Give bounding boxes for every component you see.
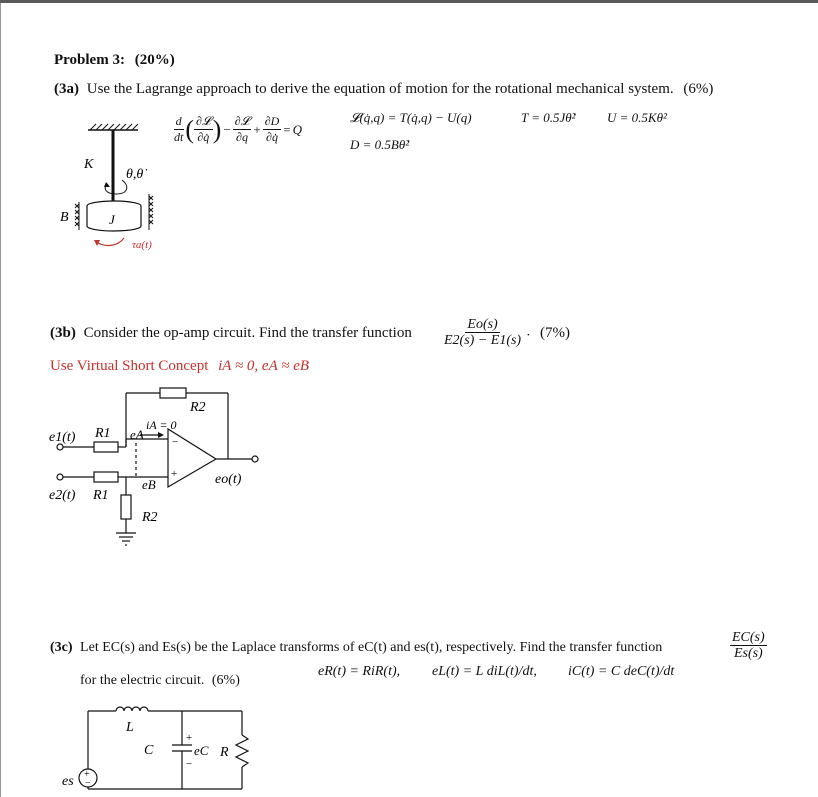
minus-op: − <box>223 121 231 137</box>
tf-3b <box>442 317 530 348</box>
opamp-circuit-figure <box>48 385 308 565</box>
potential-energy: U = 0.5Kθ² <box>607 110 667 125</box>
label-eA: eA <box>130 427 144 442</box>
text-3a: Use the Lagrange approach to derive the equation of motion for the rotational mechanical system. <box>86 81 674 97</box>
relation-capacitor: iC(t) = C deC(t)/dt <box>568 664 675 679</box>
label-3a: (3a) <box>54 81 79 97</box>
weight-3c: (6%) <box>211 673 240 688</box>
tf-3c-den: Es(s) <box>733 646 763 661</box>
label-K: K <box>84 157 94 172</box>
resistor-R2-ground <box>121 495 131 519</box>
label-R: R <box>220 745 229 760</box>
dL-dq: $\frac{\text{∂𝓛}}{\partial q}$ <box>234 114 250 144</box>
label-e2: e2(t) <box>49 488 76 503</box>
dD-dqdot: $\frac{\partial D}{\partial q̇}$ <box>264 114 280 144</box>
label-plus-input: + <box>171 468 178 480</box>
for-text: for the electric circuit. <box>80 673 205 688</box>
lagrangian: 𝓛(q̇,q) = T(q̇,q) − U(q) <box>350 110 472 125</box>
text-3c: Let EC(s) and Es(s) be the Laplace transforms of eC(t) and es(t), respectively. Find the transfer function <box>80 640 663 655</box>
resistor-R2-feedback <box>160 388 186 398</box>
problem-title-text: Problem 3: <box>54 52 125 68</box>
label-C: C <box>144 743 154 758</box>
label-minus-input: − <box>172 436 179 448</box>
relation-resistor: eR(t) = RiR(t), <box>318 664 401 679</box>
question-3b <box>50 325 412 342</box>
label-J: J <box>109 212 115 227</box>
plus-op: + <box>253 121 261 137</box>
problem-title <box>54 52 175 69</box>
label-B: B <box>60 210 69 225</box>
label-theta: θ,θ̇ <box>126 167 144 182</box>
rlc-circuit-figure <box>52 697 272 797</box>
equals-op: = <box>283 121 291 137</box>
dL-dqdot: $\frac{\text{∂𝓛}}{\partial q̇}$ <box>196 114 211 144</box>
rotational-system-figure <box>50 114 250 268</box>
label-eB: eB <box>142 477 156 492</box>
label-R2-feedback: R2 <box>190 400 206 415</box>
Q-symbol: Q <box>292 121 303 137</box>
tf-3c-frac <box>730 630 767 661</box>
label-eC-minus: − <box>186 758 193 770</box>
tf-3b-period: . <box>526 324 531 340</box>
left-border <box>0 3 1 797</box>
text-3b: Consider the op-amp circuit. Find the transfer function <box>83 325 412 341</box>
label-L: L <box>126 720 134 735</box>
resistor-R <box>236 735 248 767</box>
label-eC-plus: + <box>186 732 193 744</box>
weight-3b: (7%) <box>540 325 570 341</box>
question-3a <box>54 81 713 98</box>
tf-3b-frac <box>442 317 523 348</box>
problem-weight: (20%) <box>134 52 175 68</box>
label-3c: (3c) <box>50 640 73 655</box>
iA-arrowhead <box>158 432 164 438</box>
label-torque: τa(t) <box>132 239 152 251</box>
label-eo: eo(t) <box>215 472 242 487</box>
paren-right: ) <box>212 114 222 144</box>
dissipation-function: D = 0.5Bθ̇² <box>350 137 410 152</box>
label-R1-bottom: R1 <box>93 488 109 503</box>
for-circuit-line <box>80 673 240 689</box>
label-e1: e1(t) <box>49 430 76 445</box>
virtual-short-hint <box>50 358 309 375</box>
e2-terminal <box>57 474 63 480</box>
source-minus: − <box>85 778 91 789</box>
label-R2-ground: R2 <box>142 510 158 525</box>
resistor-R1-top <box>94 442 118 452</box>
relation-inductor: eL(t) = L diL(t)/dt, <box>432 664 537 679</box>
damper-wall-right <box>149 194 153 230</box>
hint-math: iA ≈ 0, eA ≈ eB <box>218 358 310 374</box>
label-es: es <box>62 774 74 789</box>
hint-text: Use Virtual Short Concept <box>50 358 209 374</box>
tf-3b-den: E2(s) − E1(s) <box>444 333 522 348</box>
label-eC: eC <box>194 743 209 758</box>
ceiling-hatch <box>90 124 138 130</box>
ddt-frac: $\frac{d}{dt}$ <box>174 114 184 144</box>
paren-left: ( <box>185 114 195 144</box>
tf-3c <box>730 630 767 661</box>
kinetic-energy: T = 0.5Jθ̇² <box>521 110 576 125</box>
label-R1-top: R1 <box>95 426 111 441</box>
inductor-L <box>116 707 148 711</box>
damper-wall-left <box>75 202 79 230</box>
rotation-arrowhead <box>104 182 110 187</box>
top-border <box>0 0 818 3</box>
question-3c <box>50 640 662 656</box>
eo-terminal <box>252 456 258 462</box>
label-iA: iA = 0 <box>146 418 177 432</box>
resistor-R1-bottom <box>94 472 118 482</box>
tf-3b-num: Eo(s) <box>467 317 498 332</box>
tf-3c-num: EC(s) <box>732 630 765 645</box>
torque-arrow <box>96 238 124 245</box>
label-3b: (3b) <box>50 325 76 341</box>
weight-3a: (6%) <box>683 81 714 97</box>
source-plus: + <box>84 769 90 780</box>
